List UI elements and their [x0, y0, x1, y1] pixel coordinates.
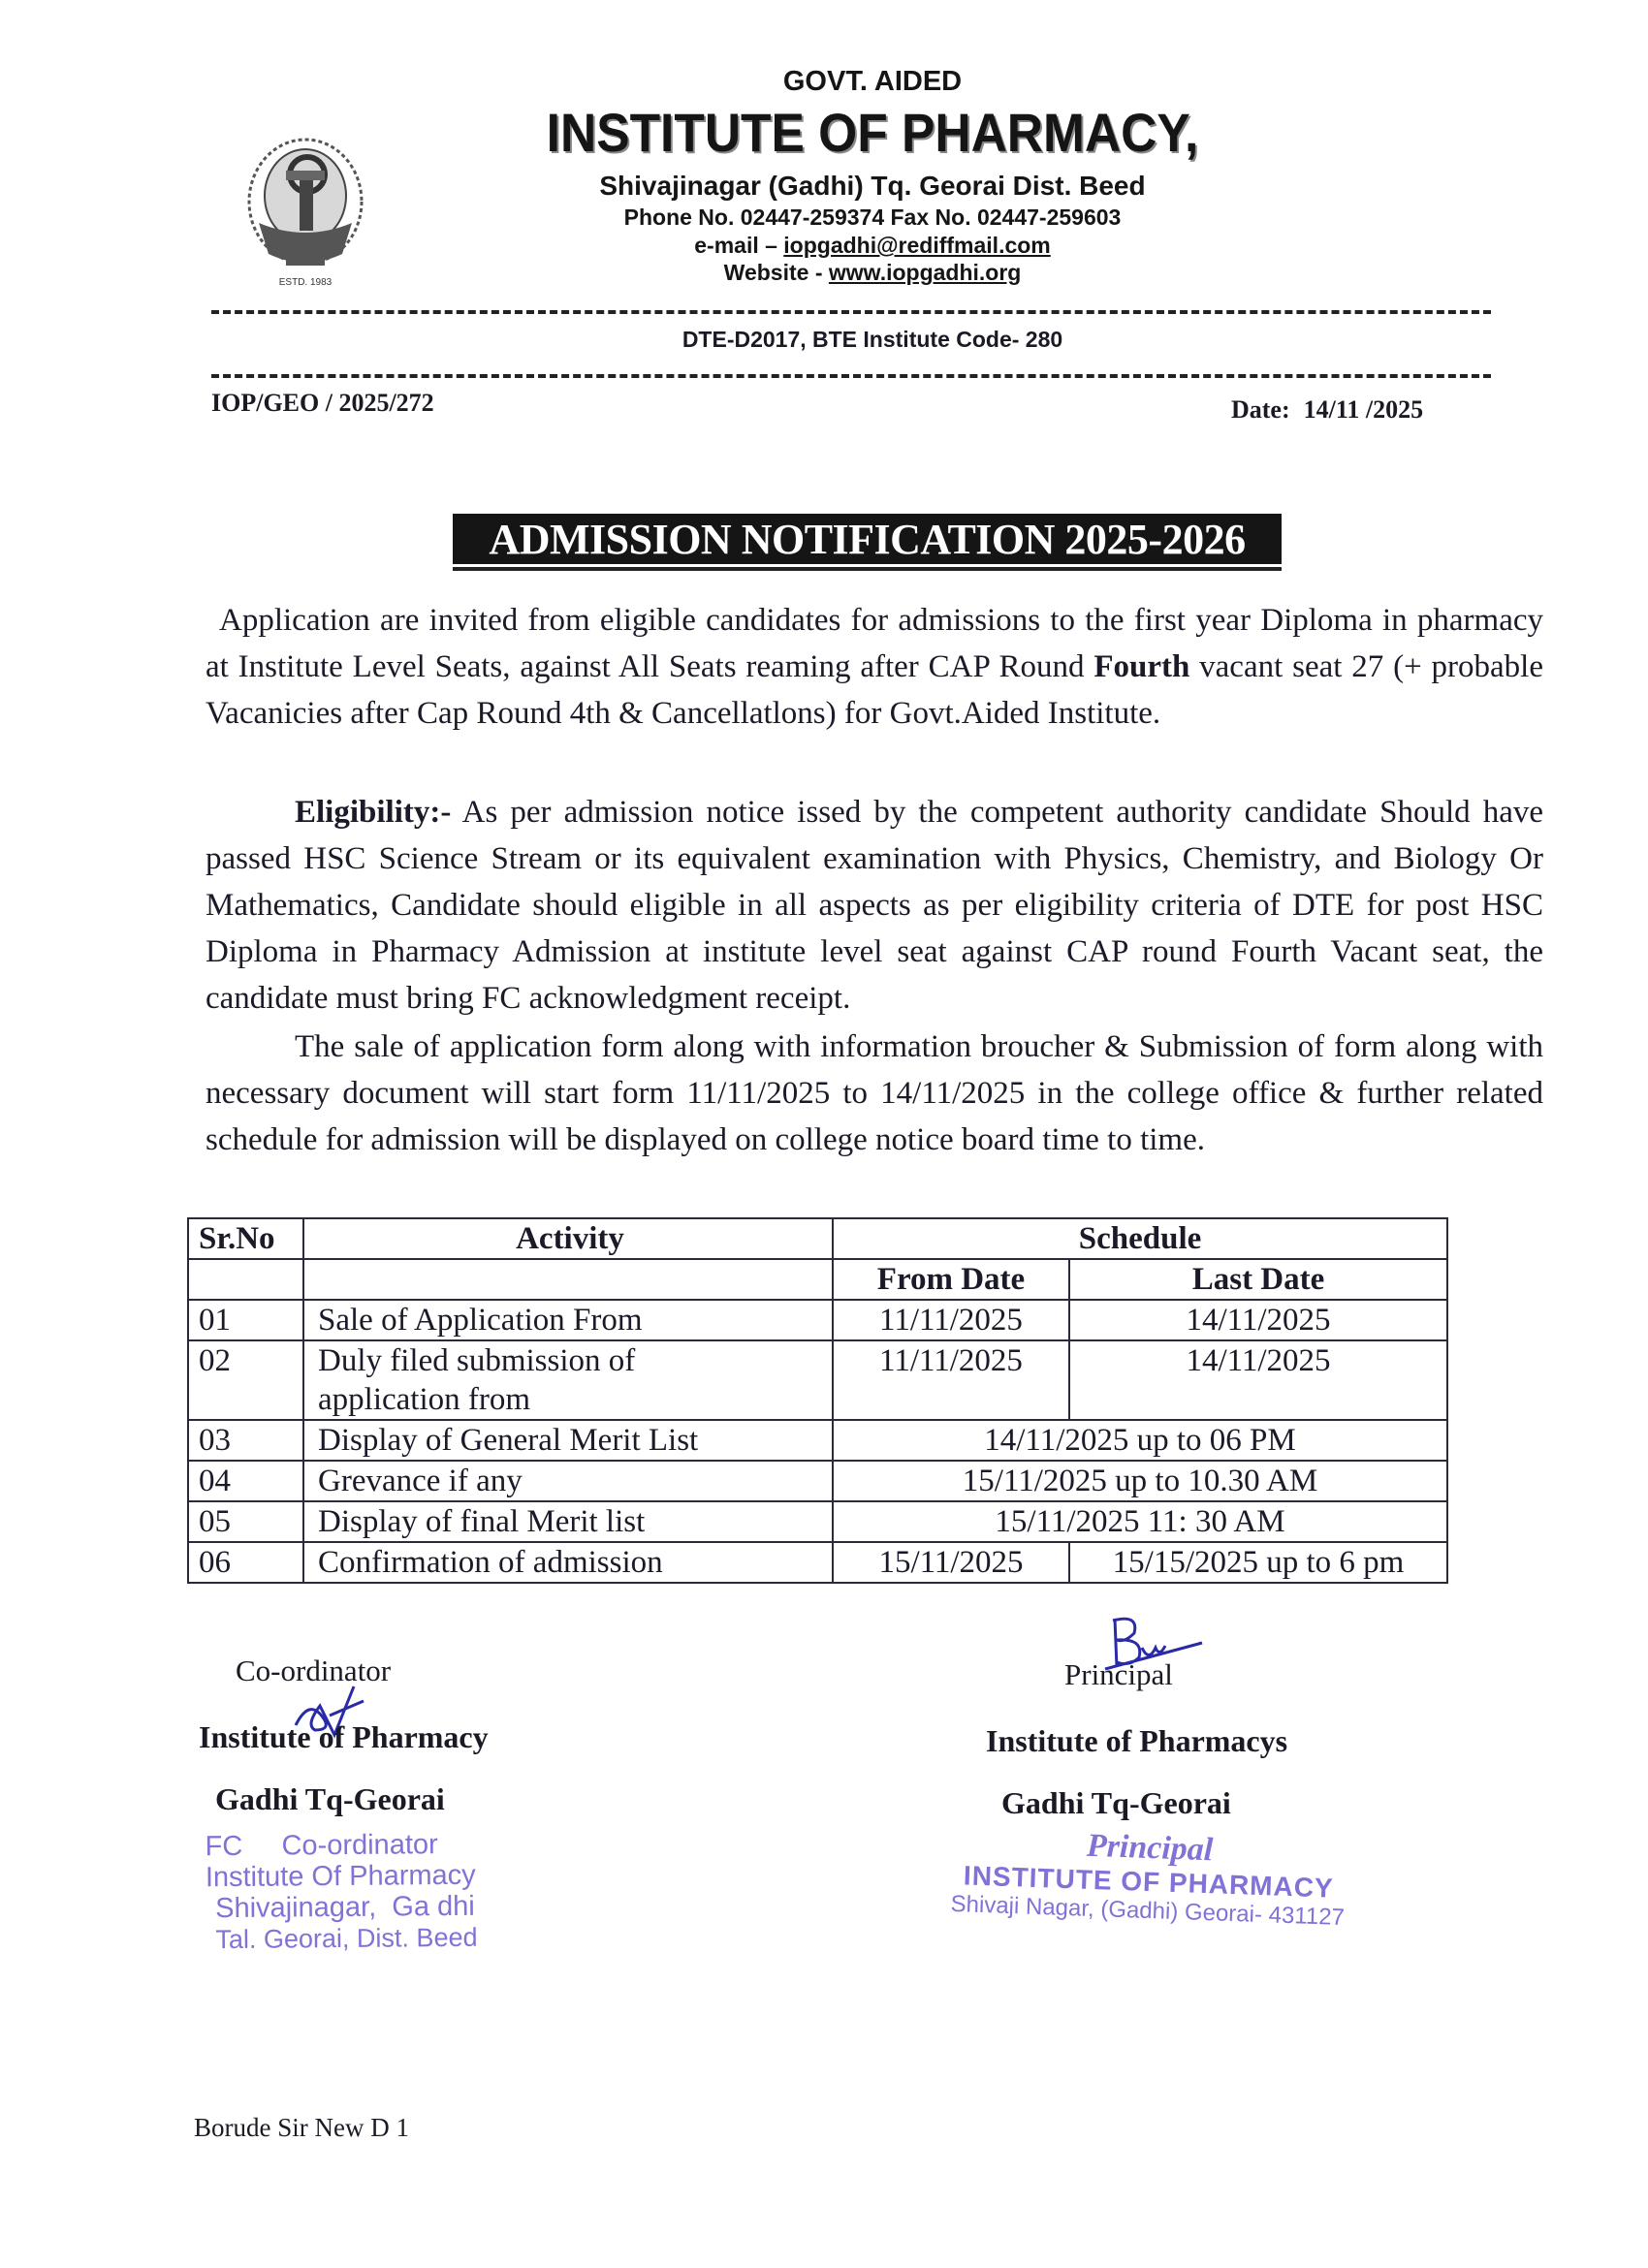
coordinator-place: Gadhi Tq-Georai — [215, 1781, 445, 1816]
footer-note: Borude Sir New D 1 — [194, 2113, 409, 2142]
table-row — [188, 1300, 1447, 1340]
table-row — [188, 1501, 1447, 1542]
coordinator-stamp — [205, 1829, 477, 1955]
intro-text-end: vacant seat 27 (+ probable Vacanicies after Cap Round 4th & Cancellatlons) for Govt.Aided Institute. — [206, 649, 1543, 731]
row-sr-no: 02 — [188, 1340, 303, 1420]
institute-website-line — [388, 260, 1357, 286]
table-row — [188, 1420, 1447, 1461]
stamp-line: FC Co-ordinator — [205, 1829, 438, 1863]
website-label: Website - — [723, 260, 829, 285]
row-activity — [303, 1340, 833, 1420]
website-link[interactable]: www.iopgadhi.org — [828, 260, 1022, 285]
date-value: 14/11 /2025 — [1303, 395, 1424, 424]
header-last-date: Last Date — [1069, 1259, 1447, 1300]
stamp-line: Principal — [1086, 1827, 1214, 1869]
coordinator-title: Co-ordinator — [236, 1654, 392, 1687]
dashed-divider — [211, 374, 1491, 378]
stamp-line: INSTITUTE OF PHARMACY — [963, 1860, 1335, 1904]
header-from-date: From Date — [833, 1259, 1069, 1300]
row-sr-no: 04 — [188, 1461, 303, 1501]
institute-codes: DTE-D2017, BTE Institute Code- 280 — [681, 327, 1063, 352]
document-date — [1231, 395, 1423, 425]
row-activity-text: Duly filed submission of application from — [318, 1343, 636, 1417]
header-activity: Activity — [303, 1218, 833, 1259]
row-sr-no: 05 — [188, 1501, 303, 1542]
stamp-line: Tal. Georai, Dist. Beed — [215, 1922, 478, 1955]
institution-emblem-icon — [238, 136, 373, 291]
date-label: Date: — [1231, 395, 1290, 424]
row-last-date: 14/11/2025 — [1069, 1340, 1447, 1420]
header-sr-no: Sr.No — [188, 1218, 303, 1259]
row-activity: Display of final Merit list — [303, 1501, 833, 1542]
row-from-date: 11/11/2025 — [833, 1340, 1069, 1420]
sale-paragraph — [206, 1024, 1543, 1163]
stamp-line: Shivajinagar, Ga dhi — [215, 1890, 475, 1925]
row-last-date: 14/11/2025 — [1069, 1300, 1447, 1340]
dashed-divider — [211, 310, 1491, 314]
email-link[interactable]: iopgadhi@rediffmail.com — [783, 233, 1051, 258]
principal-institute: Institute of Pharmacys — [986, 1723, 1288, 1758]
row-activity: Grevance if any — [303, 1461, 833, 1501]
admission-schedule-table — [187, 1217, 1448, 1584]
intro-paragraph — [206, 597, 1543, 737]
intro-text-start: Application are invited from eligible candidates for admissions to the first year Diploma in pharmacy at Institute Level Seats, against All Seats reaming after CAP Round — [206, 603, 1543, 684]
row-activity: Display of General Merit List — [303, 1420, 833, 1461]
reference-number: IOP/GEO / 2025/272 — [211, 389, 434, 417]
row-from-date: 11/11/2025 — [833, 1300, 1069, 1340]
principal-stamp — [943, 1823, 1353, 1933]
row-schedule: 14/11/2025 up to 06 PM — [833, 1420, 1447, 1461]
row-sr-no: 03 — [188, 1420, 303, 1461]
stamp-line: Institute Of Pharmacy — [205, 1859, 476, 1894]
row-sr-no: 01 — [188, 1300, 303, 1340]
institute-email-line — [388, 233, 1357, 259]
eligibility-label: Eligibility:- — [295, 795, 452, 830]
eligibility-text: As per admission notice issed by the competent authority candidate Should have passed HSC Science Stream or its equivalent examination with Physics, Chemistry, and Biology Or Mathematics, Candidate should eligible in all aspects as per eligibility criteria of DTE for post HSC Diploma in Pharmacy Admission at institute level seat against CAP round Fourth Vacant seat, the candidate must bring FC acknowledgment receipt. — [206, 795, 1543, 1016]
sale-text: The sale of application form along with information broucher & Submission of form along with necessary document will start form 11/11/2025 to 14/11/2025 in the college office & further related schedule for admission will be displayed on college notice board time to time. — [206, 1029, 1543, 1157]
coordinator-institute: Institute of Pharmacy — [199, 1719, 489, 1754]
principal-place: Gadhi Tq-Georai — [1001, 1785, 1231, 1820]
row-last-date: 15/15/2025 up to 6 pm — [1069, 1542, 1447, 1583]
stamp-line: Shivaji Nagar, (Gadhi) Georai- 431127 — [950, 1890, 1346, 1932]
principal-title: Principal — [1064, 1657, 1173, 1691]
row-from-date: 15/11/2025 — [833, 1542, 1069, 1583]
row-activity: Confirmation of admission — [303, 1542, 833, 1583]
table-row — [188, 1340, 1447, 1420]
row-sr-no: 06 — [188, 1542, 303, 1583]
institute-address: Shivajinagar (Gadhi) Tq. Georai Dist. Beed — [599, 171, 1146, 201]
row-schedule: 15/11/2025 11: 30 AM — [833, 1501, 1447, 1542]
govt-aided-label: GOVT. AIDED — [782, 66, 963, 97]
notification-title: ADMISSION NOTIFICATION 2025-2026 — [453, 514, 1282, 567]
empty-cell — [303, 1259, 833, 1300]
logo-caption: ESTD. 1983 — [278, 277, 333, 288]
row-schedule: 15/11/2025 up to 10.30 AM — [833, 1461, 1447, 1501]
eligibility-paragraph — [206, 789, 1543, 1022]
table-subheader-row — [188, 1259, 1447, 1300]
table-row — [188, 1461, 1447, 1501]
row-activity: Sale of Application From — [303, 1300, 833, 1340]
empty-cell — [188, 1259, 303, 1300]
institute-name-heading: INSTITUTE OF PHARMACY, — [546, 102, 1199, 163]
header-schedule: Schedule — [833, 1218, 1447, 1259]
table-header-row — [188, 1218, 1447, 1259]
intro-round-bold: Fourth — [1093, 649, 1190, 684]
institute-phone-fax: Phone No. 02447-259374 Fax No. 02447-259603 — [623, 205, 1122, 230]
email-label: e-mail – — [694, 233, 784, 258]
table-row — [188, 1542, 1447, 1583]
